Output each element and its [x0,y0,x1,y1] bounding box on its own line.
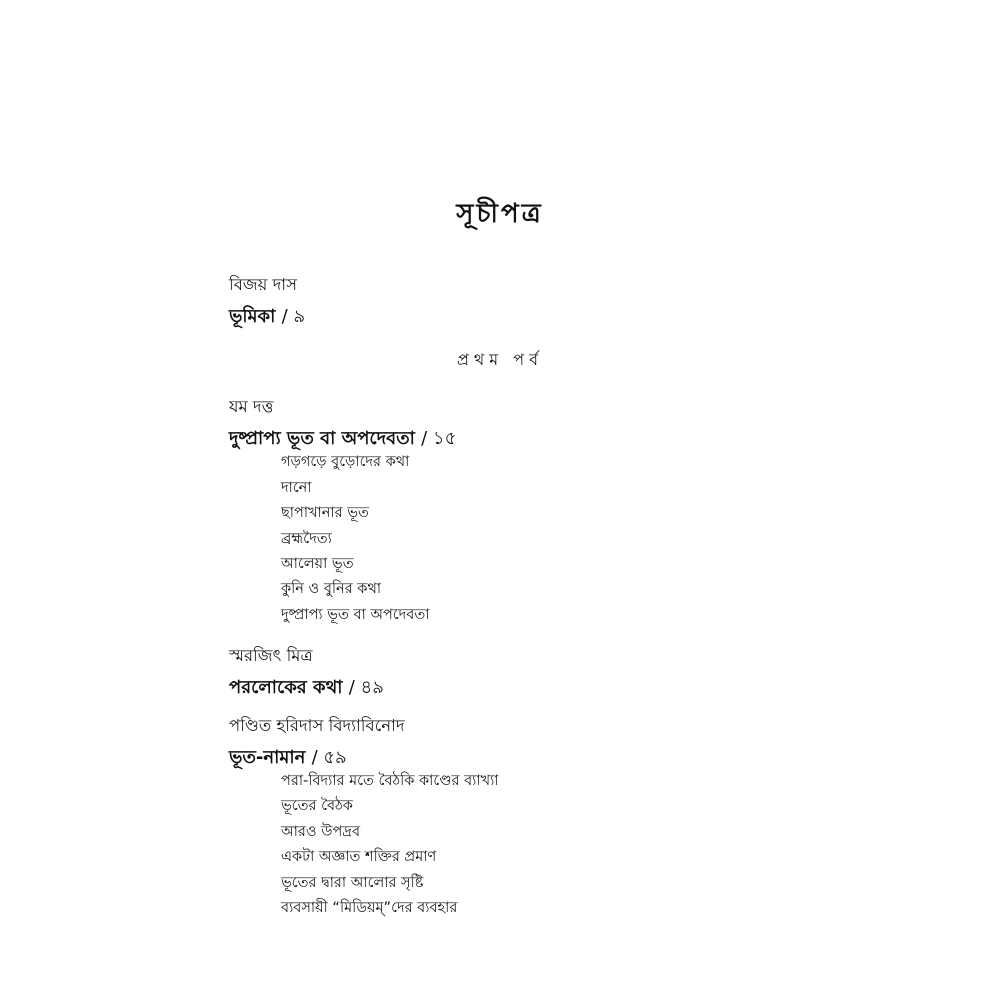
section1-item: গড়গড়ে বুড়োদের কথা [281,454,410,470]
section3-author: পণ্ডিত হরিদাস বিদ্যাবিনোদ [229,716,405,735]
part-one-heading: প্রথম পর্ব [456,350,544,369]
intro-title: ভূমিকা [229,306,276,327]
section3-item: ব্যবসায়ী “মিডিয়ম্”দের ব্যবহার [281,900,458,916]
section2-title: পরলোকের কথা [229,677,343,698]
section1-item: ব্রহ্মদৈত্য [281,531,332,547]
intro-page: / ৯ [281,306,306,327]
section1-item: কুনি ও বুনির কথা [281,581,382,597]
section3-page: / ৫৯ [311,747,347,768]
section1-page: / ১৫ [421,428,457,449]
intro-entry [229,302,305,333]
section3-item: ভূতের বৈঠক [281,798,353,814]
section3-item: ভূতের দ্বারা আলোর সৃষ্টি [281,875,424,891]
section2-page: / ৪৯ [348,677,384,698]
section3-item: একটা অজ্ঞাত শক্তির প্রমাণ [281,849,437,865]
section2-author: স্মরজিৎ মিত্র [229,646,313,665]
intro-author: বিজয় দাস [229,275,297,294]
page-title: সূচীপত্র [456,199,544,229]
section1-item: দুষ্প্রাপ্য ভূত বা অপদেবতা [281,607,430,623]
section1-item: ছাপাখানার ভূত [281,505,369,521]
section3-title: ভূত-নামান [229,747,306,768]
section3-item: আরও উপদ্রব [281,824,361,840]
section1-item: আলেয়া ভূত [281,556,354,572]
section2-entry [229,673,384,704]
section1-author: যম দত্ত [229,397,274,416]
section1-title: দুষ্প্রাপ্য ভূত বা অপদেবতা [229,428,415,449]
section1-item: দানো [281,480,312,496]
section3-item: পরা-বিদ্যার মতে বৈঠকি কাণ্ডের ব্যাখ্যা [281,773,499,789]
